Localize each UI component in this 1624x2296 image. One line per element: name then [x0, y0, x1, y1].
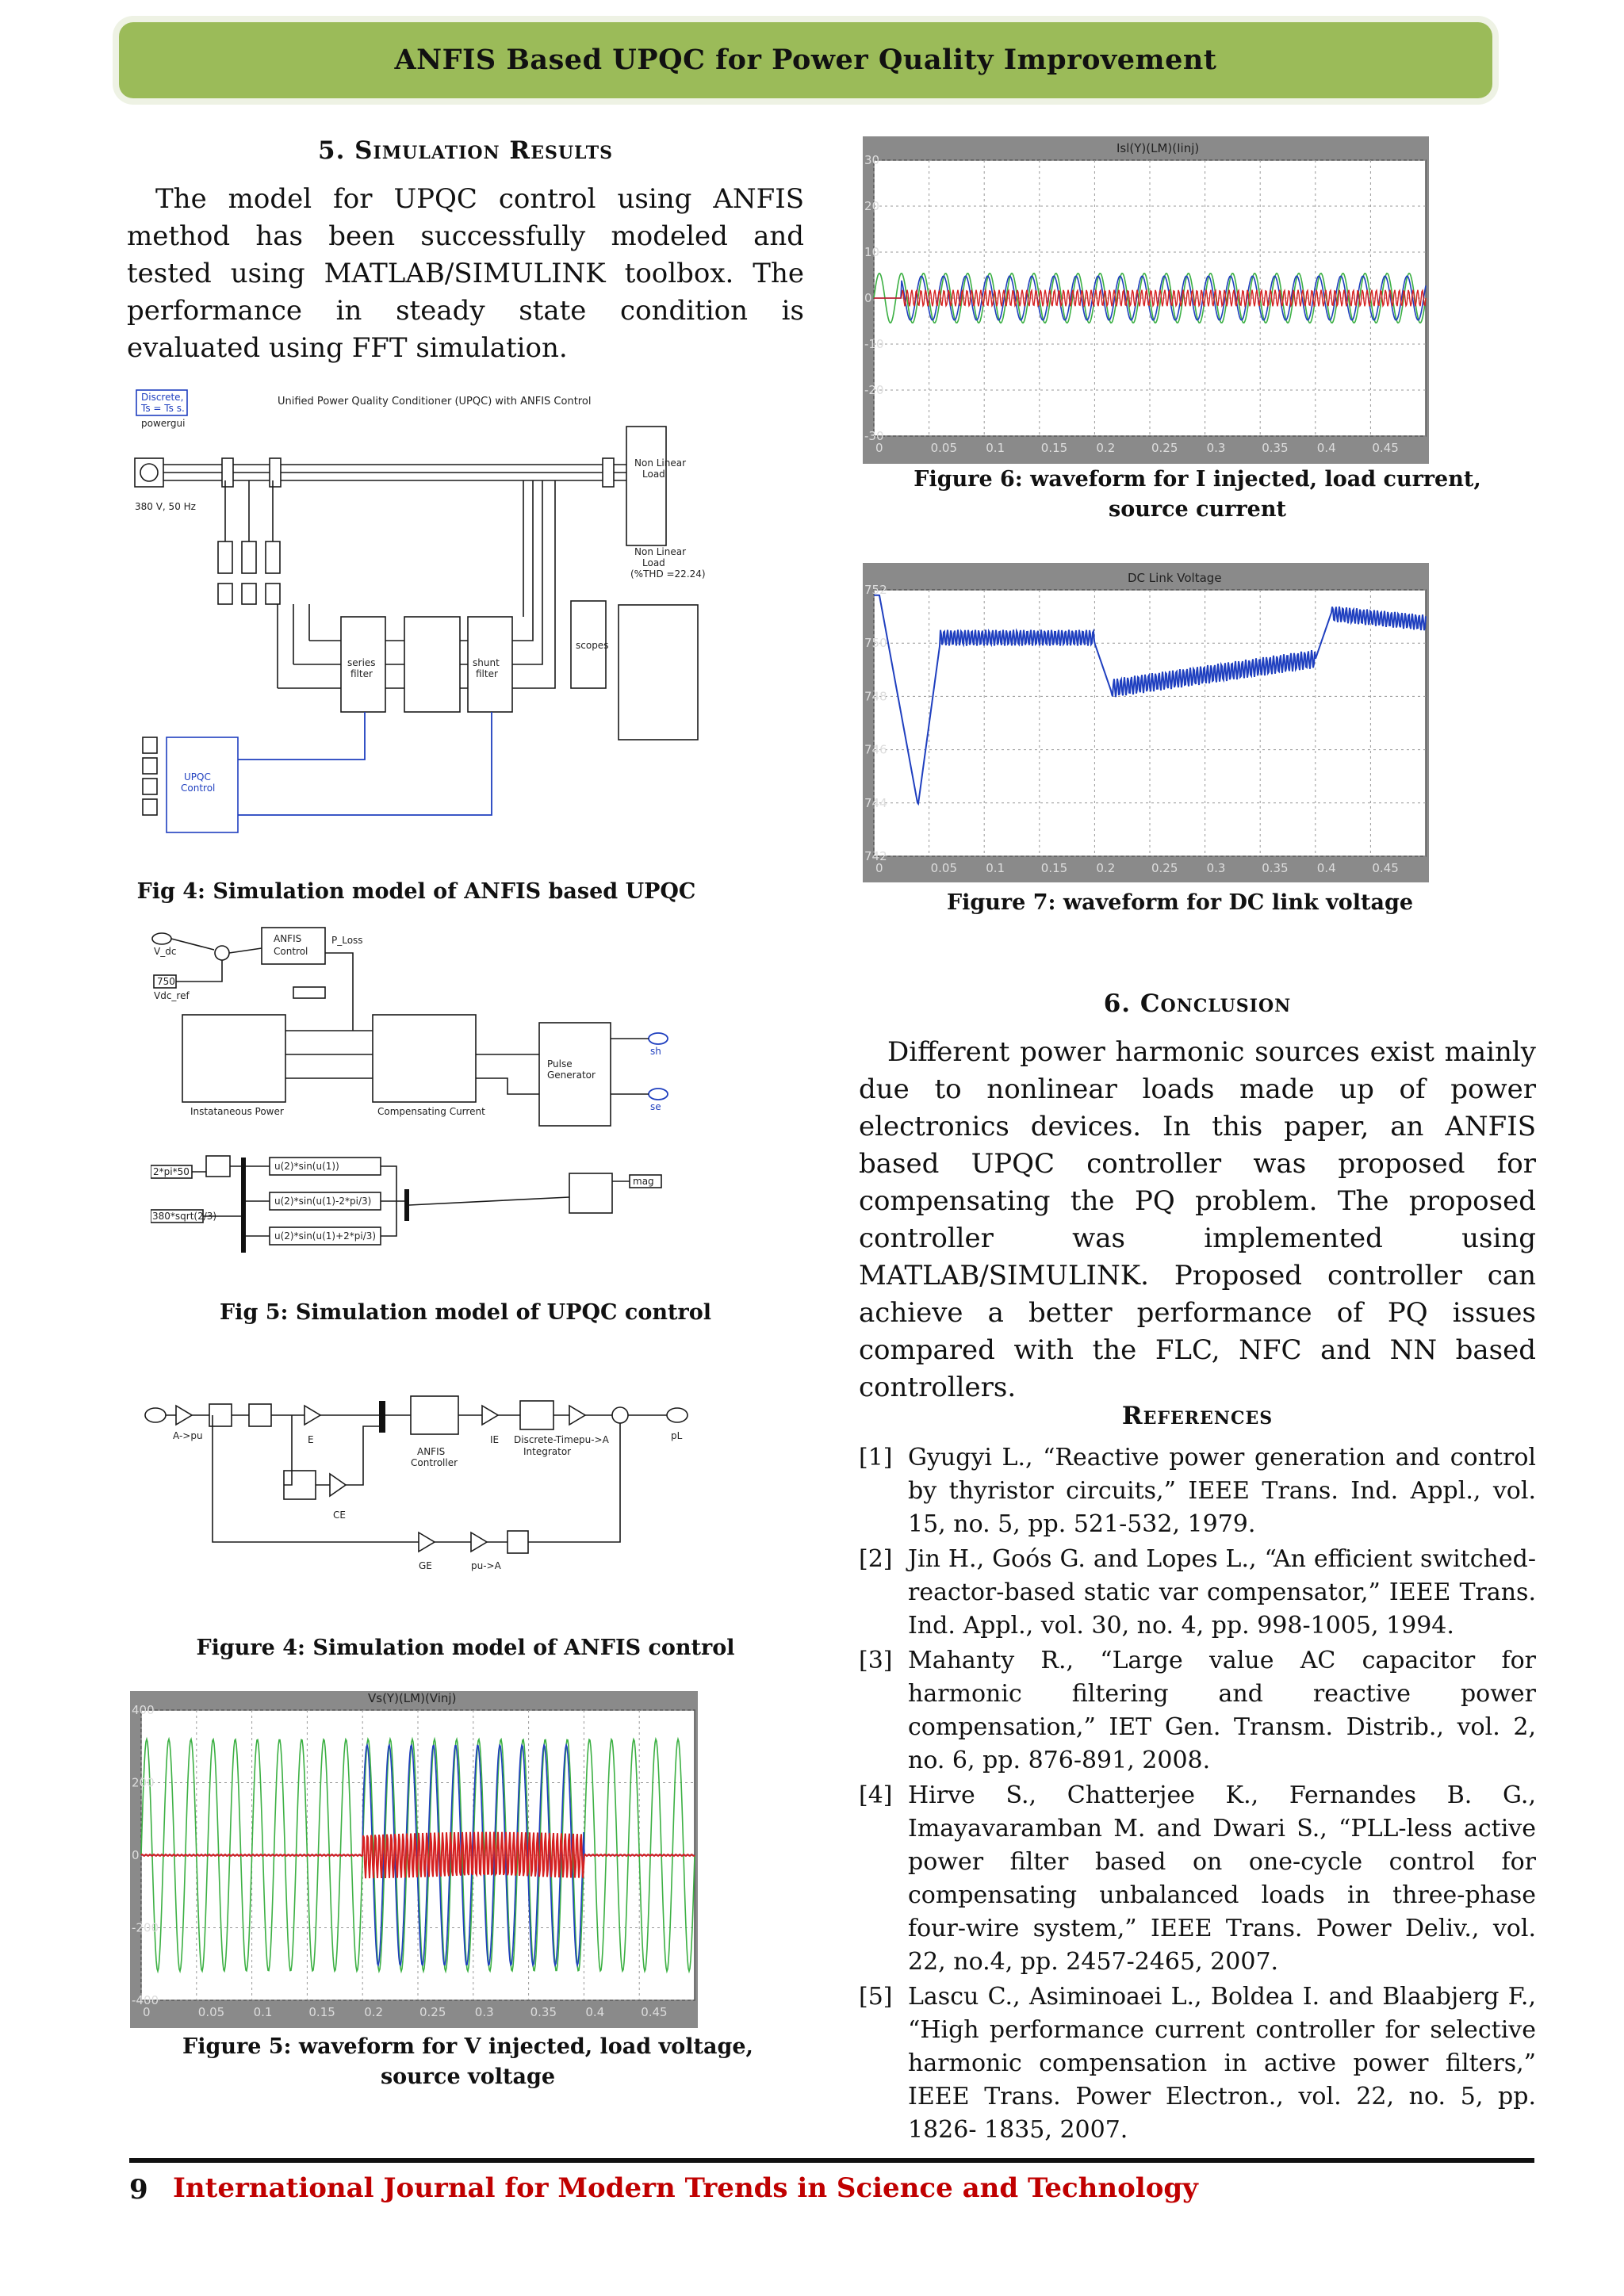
reference-text: Hirve S., Chatterjee K., Fernandes B. G., Imayavaramban M. and Dwari S., “PLL-less active power filter based on one-cycle control for compensating unbalanced loads in three-phase four-wire system,” IEEE Trans. Power Deliv., vol. 22, no.4, pp. 2457-2465, 2007.	[908, 1781, 1536, 1976]
nonlinear-load-label: Non Linear	[634, 457, 687, 469]
y-tick-label: 750	[864, 636, 887, 651]
load2-label: Load	[642, 557, 665, 568]
pua2-label: pu->A	[471, 1560, 501, 1571]
figure-6-current-waveform	[863, 136, 1429, 464]
reference-item	[859, 1980, 1536, 2147]
upqc-block-label: UPQC	[184, 771, 211, 783]
footer-rule	[129, 2158, 1534, 2163]
figure-5-waveform-caption: Figure 5: waveform for V injected, load voltage, source voltage	[182, 2034, 753, 2089]
x-tick-label: 0.2	[1096, 861, 1116, 875]
anfis-label: ANFIS	[274, 933, 302, 944]
series-label: series	[347, 657, 376, 668]
reference-text: Gyugyi L., “Reactive power generation and control by thyristor circuits,” IEEE Trans. Ind. Appl., vol. 15, no. 5, pp. 521-532, 1979.	[908, 1444, 1536, 1538]
fc-label: u(2)*sin(u(1)+2*pi/3)	[274, 1230, 377, 1242]
reference-item	[859, 1779, 1536, 1979]
x-tick-label: 0.15	[1040, 861, 1068, 875]
apu-label: A->pu	[173, 1430, 203, 1441]
figure-4b-caption: Figure 4: Simulation model of ANFIS control	[196, 1636, 735, 1660]
sqrt-label: 380*sqrt(2/3)	[152, 1211, 217, 1222]
se-label: se	[650, 1101, 661, 1112]
fig6-title: Isl(Y)(LM)(Iinj)	[1116, 141, 1200, 155]
journal-name: International Journal for Modern Trends in Science and Technology	[173, 2172, 1198, 2204]
page-header-title: ANFIS Based UPQC for Power Quality Improvement	[394, 44, 1217, 76]
ce-label: CE	[333, 1510, 346, 1521]
figure-7-caption: Figure 7: waveform for DC link voltage	[946, 890, 1414, 915]
figure-6-caption: Figure 6: waveform for I injected, load current, source current	[914, 467, 1481, 522]
powergui-ts-label: Ts = Ts s.	[141, 403, 185, 414]
section-5-heading: 5. Simulation Results	[318, 136, 613, 165]
x-tick-label: 0	[875, 861, 883, 875]
x-tick-label: 0.2	[1096, 441, 1116, 455]
fig7-title: DC Link Voltage	[1128, 571, 1222, 585]
comp-current-label: Compensating Current	[377, 1106, 485, 1117]
series-filter-label: filter	[350, 668, 373, 679]
reference-number: [2]	[859, 1545, 893, 1573]
y-tick-label: -20	[864, 383, 884, 397]
anfis-controller-label: Controller	[411, 1457, 458, 1468]
pua-label: pu->A	[579, 1434, 609, 1445]
mag-label: mag	[633, 1176, 654, 1187]
y-tick-label: 20	[864, 199, 880, 213]
x-tick-label: 0	[875, 441, 883, 455]
reference-text: Lascu C., Asiminoaei L., Boldea I. and Blaabjerg F., “High performance current controller for selective harmonic compensation in active power filters,” IEEE Trans. Power Electron., vol. 22, no. 5, pp. 1826- 1835, 2007.	[908, 1983, 1536, 2144]
reference-item	[859, 1644, 1536, 1777]
thd-label: (%THD =22.24)	[630, 568, 706, 580]
x-tick-label: 0.25	[419, 2005, 446, 2019]
vdc-label: V_dc	[154, 946, 177, 957]
sh-label: sh	[650, 1046, 661, 1057]
x-tick-label: 0.05	[197, 2005, 225, 2019]
generator-label: Generator	[547, 1070, 596, 1081]
ge-label: GE	[419, 1560, 432, 1571]
page-number: 9	[129, 2174, 148, 2206]
integrator-label: Integrator	[523, 1446, 572, 1457]
y-tick-label: 752	[864, 583, 887, 597]
anfis-label: ANFIS	[417, 1446, 446, 1457]
shunt-filter-label: filter	[476, 668, 498, 679]
x-tick-label: 0.4	[1316, 861, 1336, 875]
control-block-label: Control	[181, 783, 216, 794]
y-tick-label: -200	[132, 1920, 159, 1935]
fa-label: u(2)*sin(u(1))	[274, 1161, 339, 1172]
x-tick-label: 0.45	[1372, 441, 1399, 455]
figure-5-voltage-waveform	[130, 1691, 698, 2028]
figure-upqc-control-model	[151, 920, 706, 1284]
powergui-discrete-label: Discrete,	[141, 392, 184, 403]
x-tick-label: 0.3	[1206, 441, 1226, 455]
x-tick-label: 0.4	[585, 2005, 605, 2019]
y-tick-label: 0	[864, 291, 872, 305]
scopes-label: scopes	[576, 640, 609, 651]
header-band	[119, 22, 1492, 98]
reference-number: [1]	[859, 1444, 893, 1471]
x-tick-label: 0.35	[530, 2005, 557, 2019]
y-tick-label: 400	[132, 1703, 155, 1717]
y-tick-label: 0	[132, 1848, 140, 1862]
y-tick-label: 746	[864, 742, 887, 757]
load-label: Load	[642, 469, 665, 480]
x-tick-label: 0.05	[930, 861, 958, 875]
e-label: E	[308, 1434, 314, 1445]
y-tick-label: -30	[864, 429, 884, 443]
dti-label: Discrete-Time	[514, 1434, 580, 1445]
x-tick-label: 0.15	[1040, 441, 1068, 455]
ploss-label: P_Loss	[331, 935, 363, 946]
y-tick-label: 744	[864, 795, 887, 810]
x-tick-label: 0.25	[1151, 861, 1178, 875]
x-tick-label: 0	[143, 2005, 151, 2019]
ie-label: IE	[490, 1434, 500, 1445]
x-tick-label: 0.15	[308, 2005, 335, 2019]
y-tick-label: 30	[864, 153, 880, 167]
figure-5-model-caption: Fig 5: Simulation model of UPQC control	[220, 1300, 711, 1325]
vdcref-label: Vdc_ref	[154, 990, 190, 1001]
inst-power-label: Instataneous Power	[190, 1106, 284, 1117]
x-tick-label: 0.1	[986, 441, 1005, 455]
x-tick-label: 0.45	[641, 2005, 668, 2019]
upqc-model-title: Unified Power Quality Conditioner (UPQC) with ANFIS Control	[278, 396, 592, 408]
reference-number: [5]	[859, 1983, 893, 2011]
shunt-label: shunt	[473, 657, 500, 668]
section-6-heading: 6. Conclusion	[1103, 989, 1292, 1018]
anfis-control-label: Control	[274, 946, 308, 957]
section-5-paragraph: The model for UPQC control using ANFIS method has been successfully modeled and tested using MATLAB/SIMULINK toolbox. The performance in steady state condition is evaluated using FFT simulation.	[127, 183, 804, 364]
figure-anfis-control-model	[141, 1391, 706, 1598]
x-tick-label: 0.35	[1262, 441, 1289, 455]
x-tick-label: 0.3	[1206, 861, 1226, 875]
ref-750-label: 750	[157, 976, 175, 987]
y-tick-label: 748	[864, 689, 887, 704]
reference-number: [3]	[859, 1647, 893, 1674]
y-tick-label: -400	[132, 1993, 159, 2007]
y-tick-label: 10	[864, 245, 880, 259]
reference-item	[859, 1441, 1536, 1541]
x-tick-label: 0.45	[1372, 861, 1399, 875]
y-tick-label: -10	[864, 337, 884, 351]
x-tick-label: 0.1	[986, 861, 1005, 875]
x-tick-label: 0.05	[930, 441, 958, 455]
source-label: 380 V, 50 Hz	[135, 501, 196, 512]
reference-text: Mahanty R., “Large value AC capacitor for harmonic filtering and reactive power compensation,” IET Gen. Transm. Distrib., vol. 2, no. 6, pp. 876-891, 2008.	[908, 1647, 1536, 1774]
x-tick-label: 0.3	[474, 2005, 494, 2019]
x-tick-label: 0.4	[1316, 441, 1336, 455]
pl-label: pL	[671, 1430, 683, 1441]
figure-4a-caption: Fig 4: Simulation model of ANFIS based UPQC	[136, 879, 696, 904]
section-6-paragraph: Different power harmonic sources exist mainly due to nonlinear loads made up of power electronics devices. In this paper, an ANFIS based UPQC controller was proposed for compensating the PQ problem. The proposed controller was implemented using MATLAB/SIMULINK. Proposed controller can achieve a better performance of PQ issues compared with the FLC, NFC and NN based controllers.	[859, 1036, 1536, 1403]
powergui-label: powergui	[141, 418, 186, 429]
references-heading: References	[1121, 1402, 1274, 1430]
figure-7-dc-link-waveform	[863, 563, 1429, 882]
nonlinear-load2-label: Non Linear	[634, 546, 687, 557]
gain-label: 2*pi*50	[153, 1166, 190, 1177]
reference-text: Jin H., Goós G. and Lopes L., “An efficient switched-reactor-based static var compensator,” IEEE Trans. Ind. Appl., vol. 30, no. 4, pp. 998-1005, 1994.	[908, 1545, 1536, 1640]
y-tick-label: 742	[864, 849, 887, 863]
x-tick-label: 0.35	[1262, 861, 1289, 875]
x-tick-label: 0.1	[253, 2005, 273, 2019]
references-list	[859, 1441, 1536, 2149]
fb-label: u(2)*sin(u(1)-2*pi/3)	[274, 1196, 372, 1207]
pulse-label: Pulse	[547, 1058, 573, 1070]
x-tick-label: 0.25	[1151, 441, 1178, 455]
x-tick-label: 0.2	[364, 2005, 384, 2019]
reference-item	[859, 1543, 1536, 1643]
figure-upqc-simulink-model	[127, 379, 706, 847]
fig5w-title: Vs(Y)(LM)(Vinj)	[368, 1691, 457, 1705]
y-tick-label: 200	[132, 1775, 155, 1790]
reference-number: [4]	[859, 1781, 893, 1809]
